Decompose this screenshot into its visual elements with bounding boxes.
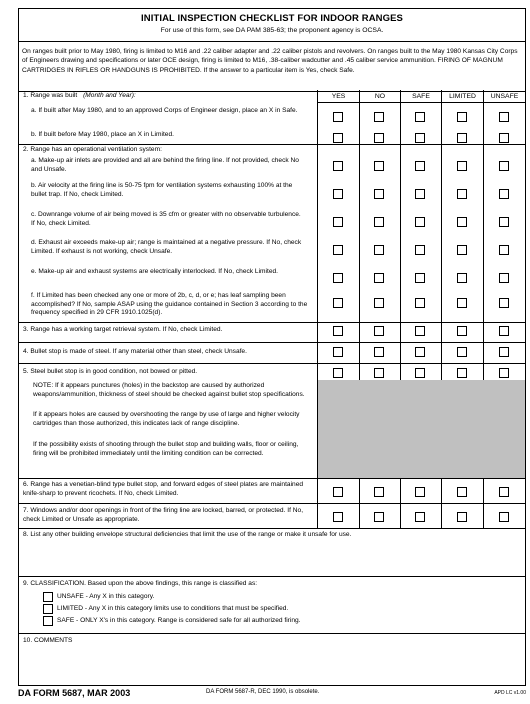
checkbox-2f-yes[interactable] [333, 298, 343, 308]
question-5-note-3: If the possibility exists of shooting through the bullet stop and building walls, floor or ceiling, firing will be prohibited immediately until the limiting condition can be corrected. [33, 441, 299, 457]
checkbox-1b-limited[interactable] [457, 133, 467, 143]
checkbox-2d-no[interactable] [374, 245, 384, 255]
classification-safe-label: SAFE - ONLY X's in this category. Range is considered safe for all authorized firing. [57, 617, 301, 624]
checkbox-6-no[interactable] [374, 487, 384, 497]
checkbox-4-unsafe[interactable] [499, 347, 509, 357]
checkbox-2b-no[interactable] [374, 189, 384, 199]
form-header [19, 9, 525, 42]
checkbox-5-unsafe[interactable] [499, 368, 509, 378]
question-3-text: 3. Range has a working target retrieval system. If No, check Limited. [23, 326, 223, 333]
question-9-text: 9. CLASSIFICATION. Based upon the above findings, this range is classified as: [23, 580, 258, 587]
checkbox-2e-unsafe[interactable] [499, 273, 509, 283]
checkbox-2a-no[interactable] [374, 161, 384, 171]
row-separator [19, 342, 525, 343]
question-2d-text: d. Exhaust air exceeds make-up air; range is maintained at a negative pressure. If No, check Limited. If exhaust is not working, check Unsafe. [31, 239, 302, 255]
classification-limited-checkbox[interactable] [43, 604, 53, 614]
checkbox-2d-safe[interactable] [415, 245, 425, 255]
question-2b-text: b. Air velocity at the firing line is 50-75 fpm for ventilation systems exhausting 100% at the bullet trap. If No, check Limited. [31, 182, 293, 198]
checkbox-3-safe[interactable] [415, 326, 425, 336]
checkbox-2b-unsafe[interactable] [499, 189, 509, 199]
question-1-hint: (Month and Year): [83, 92, 136, 99]
row-separator [19, 478, 525, 479]
checkbox-1a-safe[interactable] [415, 112, 425, 122]
checkbox-2c-yes[interactable] [333, 217, 343, 227]
row-separator [19, 144, 525, 145]
checkbox-2b-safe[interactable] [415, 189, 425, 199]
question-2-text: 2. Range has an operational ventilation system: [23, 146, 162, 153]
checkbox-7-safe[interactable] [415, 512, 425, 522]
checkbox-2a-yes[interactable] [333, 161, 343, 171]
form-subtitle: For use of this form, see DA PAM 385-63; the proponent agency is OCSA. [160, 27, 384, 34]
checkbox-1b-yes[interactable] [333, 133, 343, 143]
checkbox-7-unsafe[interactable] [499, 512, 509, 522]
question-6-text: 6. Range has a venetian-blind type bullet stop, and forward edges of steel plates are maintained knife-sharp to prevent ricochets. If No, check Limited. [23, 481, 304, 497]
question-2f-text: f. If Limited has been checked any one or more of 2b, c, d, or e; has leaf sampling been accomplished? If No, sample ASAP using the guidance contained in Section 3 according to the frequency specified in 29 CFR 1910.1025(d). [31, 292, 308, 317]
checkbox-2e-yes[interactable] [333, 273, 343, 283]
checkbox-1b-no[interactable] [374, 133, 384, 143]
question-8-text: 8. List any other building envelope structural deficiencies that limit the use of the range or make it unsafe for use. [23, 531, 352, 538]
checkbox-5-limited[interactable] [457, 368, 467, 378]
inspection-form [18, 8, 526, 686]
form-instructions: On ranges built prior to May 1980, firing is limited to M16 and .22 caliber adapter and .22 caliber pistols and revolvers. On ranges built to the May 1980 Kansas City Corps of Engineers drawing and specifications or later OCE design, firing is limited to M16, .38-caliber wadcutter and .45 caliber service ammunition. FIRING OF MAGNUM CARTRIDGES IN RIFLES OR HANDGUNS IS PROHIBITED. If the answer to a particular item is Yes, check Safe. [19, 42, 525, 92]
checkbox-2a-limited[interactable] [457, 161, 467, 171]
checkbox-2d-yes[interactable] [333, 245, 343, 255]
classification-safe-checkbox[interactable] [43, 616, 53, 626]
checkbox-2a-unsafe[interactable] [499, 161, 509, 171]
checkbox-6-safe[interactable] [415, 487, 425, 497]
question-7-text: 7. Windows and/or door openings in front of the firing line are locked, barred, or protected. If No, check Limited or Unsafe as appropriate. [23, 507, 304, 523]
question-2a-text: a. Make-up air inlets are provided and all are behind the firing line. If not provided, check No and Unsafe. [31, 157, 299, 173]
checkbox-3-yes[interactable] [333, 326, 343, 336]
checkbox-4-safe[interactable] [415, 347, 425, 357]
checkbox-2c-no[interactable] [374, 217, 384, 227]
checkbox-4-limited[interactable] [457, 347, 467, 357]
checkbox-2c-limited[interactable] [457, 217, 467, 227]
obsolete-notice: DA FORM 5687-R, DEC 1990, is obsolete. [206, 689, 320, 695]
checkbox-5-safe[interactable] [415, 368, 425, 378]
row-separator [19, 633, 525, 634]
classification-unsafe-checkbox[interactable] [43, 592, 53, 602]
checkbox-1a-limited[interactable] [457, 112, 467, 122]
form-version: APD LC v1.00 [494, 690, 526, 696]
column-header-no: NO [359, 90, 400, 103]
row-separator [19, 322, 525, 323]
row-separator [19, 576, 525, 577]
checkbox-1a-yes[interactable] [333, 112, 343, 122]
checkbox-4-no[interactable] [374, 347, 384, 357]
checkbox-3-no[interactable] [374, 326, 384, 336]
checkbox-7-no[interactable] [374, 512, 384, 522]
column-header-yes: YES [317, 90, 359, 103]
checkbox-2e-safe[interactable] [415, 273, 425, 283]
question-5-note-2: If it appears holes are caused by overshooting the range by use of large and higher velocity cartridges than those authorized, this indicates lack of range discipline. [33, 411, 300, 427]
checkbox-2f-unsafe[interactable] [499, 298, 509, 308]
checkbox-5-yes[interactable] [333, 368, 343, 378]
checkbox-6-unsafe[interactable] [499, 487, 509, 497]
checkbox-2f-safe[interactable] [415, 298, 425, 308]
checkbox-2f-limited[interactable] [457, 298, 467, 308]
shaded-area [318, 380, 525, 478]
form-number: DA FORM 5687, MAR 2003 [18, 688, 131, 698]
classification-limited-label: LIMITED - Any X in this category limits use to conditions that must be specified. [57, 605, 289, 612]
checkbox-2b-yes[interactable] [333, 189, 343, 199]
checkbox-1b-unsafe[interactable] [499, 133, 509, 143]
column-header-safe: SAFE [400, 90, 441, 103]
checkbox-2b-limited[interactable] [457, 189, 467, 199]
question-4-text: 4. Bullet stop is made of steel. If any material other than steel, check Unsafe. [23, 348, 247, 355]
row-separator [19, 363, 525, 364]
question-5-text: 5. Steel bullet stop is in good condition, not bowed or pitted. [23, 368, 198, 375]
checkbox-2f-no[interactable] [374, 298, 384, 308]
row-separator [19, 528, 525, 529]
checkbox-2d-limited[interactable] [457, 245, 467, 255]
column-header-limited: LIMITED [441, 90, 483, 103]
question-1b-text: b. If built before May 1980, place an X in Limited. [31, 131, 174, 138]
checkbox-4-yes[interactable] [333, 347, 343, 357]
question-2e-text: e. Make-up air and exhaust systems are electrically interlocked. If No, check Limited. [31, 268, 279, 275]
checkbox-6-limited[interactable] [457, 487, 467, 497]
question-10-text: 10. COMMENTS [23, 637, 73, 644]
question-1-label [23, 92, 136, 101]
checkbox-1a-no[interactable] [374, 112, 384, 122]
column-header-unsafe: UNSAFE [483, 90, 525, 103]
checkbox-2c-unsafe[interactable] [499, 217, 509, 227]
checkbox-7-yes[interactable] [333, 512, 343, 522]
checkbox-5-no[interactable] [374, 368, 384, 378]
question-1a-text: a. If built after May 1980, and to an approved Corps of Engineer design, place an X in Safe. [31, 107, 298, 114]
checkbox-1a-unsafe[interactable] [499, 112, 509, 122]
checkbox-3-unsafe[interactable] [499, 326, 509, 336]
row-separator [19, 503, 525, 504]
checkbox-3-limited[interactable] [457, 326, 467, 336]
checkbox-2e-limited[interactable] [457, 273, 467, 283]
question-2c-text: c. Downrange volume of air being moved is 35 cfm or greater with no observable turbulence. If No, check Limited. [31, 211, 301, 227]
form-footer [18, 688, 526, 702]
checkbox-1b-safe[interactable] [415, 133, 425, 143]
checkbox-6-yes[interactable] [333, 487, 343, 497]
checkbox-2c-safe[interactable] [415, 217, 425, 227]
checkbox-7-limited[interactable] [457, 512, 467, 522]
form-title: INITIAL INSPECTION CHECKLIST FOR INDOOR RANGES [141, 13, 403, 24]
checkbox-2e-no[interactable] [374, 273, 384, 283]
question-1-text: 1. Range was built [23, 92, 78, 99]
checkbox-2d-unsafe[interactable] [499, 245, 509, 255]
checkbox-2a-safe[interactable] [415, 161, 425, 171]
question-5-note-1: NOTE: If it appears punctures (holes) in the backstop are caused by authorized weapons/ammunition, thickness of steel should be checked against bullet stop specifications. [33, 382, 305, 398]
classification-unsafe-label: UNSAFE - Any X in this category. [57, 593, 155, 600]
